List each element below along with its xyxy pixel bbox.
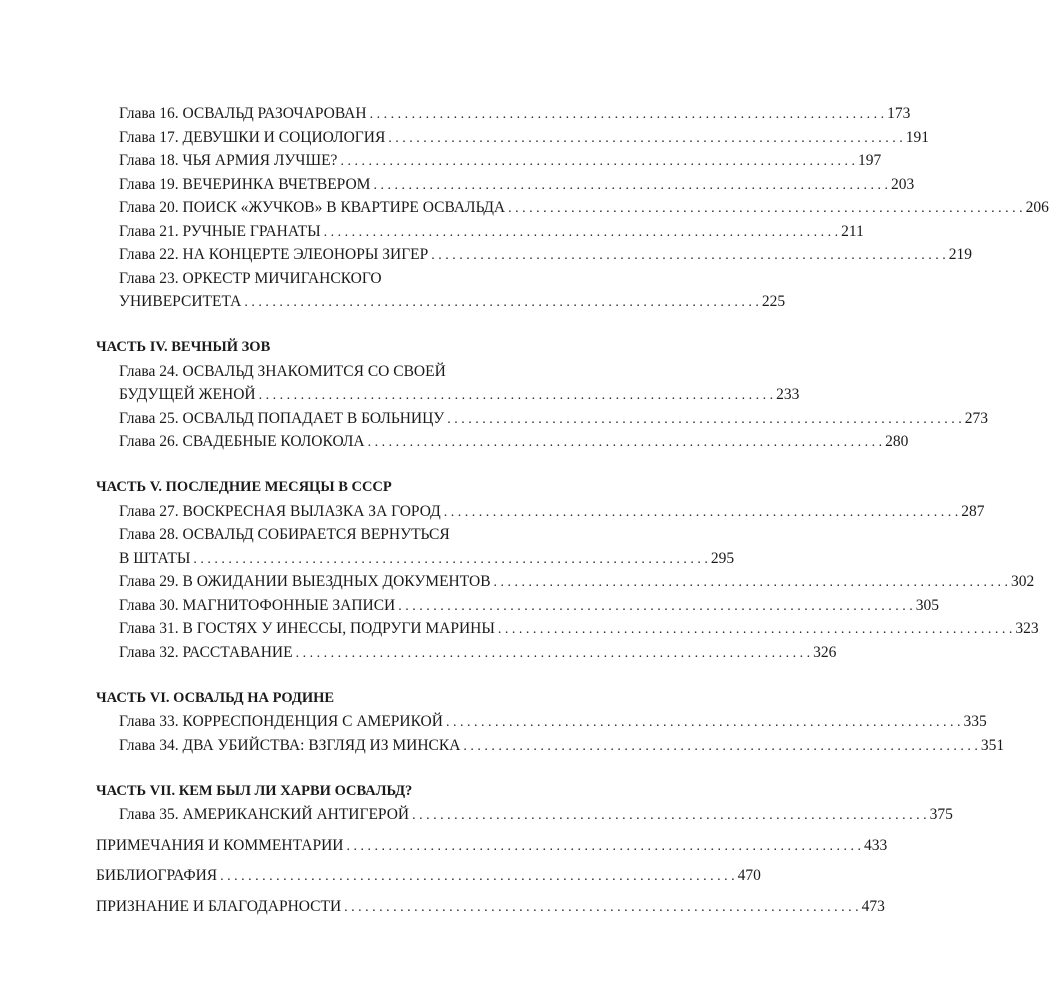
toc-entry-title: Глава 20. ПОИСК «ЖУЧКОВ» В КВАРТИРЕ ОСВАЛЬДА: [119, 199, 506, 216]
toc-entry-page: 273: [964, 409, 989, 427]
toc-entry-chapter-19: [96, 173, 915, 197]
toc-entry-bibliography: [96, 864, 761, 888]
toc-entry-chapter-33: [96, 710, 987, 734]
toc-entry-title: Глава 21. РУЧНЫЕ ГРАНАТЫ: [119, 222, 321, 240]
toc-entry-chapter-28-line1: Глава 28. ОСВАЛЬД СОБИРАЕТСЯ ВЕРНУТЬСЯ: [119, 526, 450, 543]
toc-entry-page: 211: [841, 222, 864, 240]
toc-entry-title: Глава 32. РАССТАВАНИЕ: [119, 643, 293, 661]
toc-entry-page: 351: [980, 736, 1005, 754]
dot-leader: [220, 865, 735, 889]
toc-entry-title: Глава 29. В ОЖИДАНИИ ВЫЕЗДНЫХ ДОКУМЕНТОВ: [119, 573, 491, 590]
dot-leader: [388, 127, 903, 151]
dot-leader: [373, 174, 888, 198]
dot-leader: [244, 291, 759, 315]
toc-entry-page: 302: [1011, 573, 1035, 590]
dot-leader: [431, 244, 946, 268]
toc-entry-page: 287: [961, 502, 985, 520]
toc-entry-page: 473: [861, 897, 885, 915]
toc-entry-chapter-31: [96, 617, 1039, 641]
toc-entry-chapter-17: [96, 126, 930, 150]
toc-entry-notes: [96, 834, 888, 858]
toc-entry-chapter-29: [96, 570, 1035, 594]
toc-entry-title: ПРИМЕЧАНИЯ И КОММЕНТАРИИ: [96, 836, 344, 854]
toc-entry-title: Глава 35. АМЕРИКАНСКИЙ АНТИГЕРОЙ: [119, 806, 410, 823]
toc-entry-chapter-22: [96, 243, 973, 267]
toc-entry-title: ПРИЗНАНИЕ И БЛАГОДАРНОСТИ: [96, 897, 342, 915]
toc-entry-acknowledgements: [96, 895, 885, 919]
dot-leader: [344, 896, 859, 920]
dot-leader: [398, 595, 913, 619]
toc-entry-chapter-16: [96, 102, 911, 126]
toc-entry-title: БИБЛИОГРАФИЯ: [96, 867, 218, 884]
toc-entry-chapter-27: [96, 500, 985, 524]
toc-entry-chapter-20: [96, 196, 1049, 220]
toc-entry-chapter-24: [96, 383, 800, 407]
toc-entry-page: 335: [963, 713, 987, 730]
dot-leader: [193, 548, 708, 572]
toc-entry-chapter-23: [96, 290, 786, 314]
toc-entry-title: Глава 16. ОСВАЛЬД РАЗОЧАРОВАН: [119, 105, 367, 122]
dot-leader: [447, 408, 962, 432]
toc-entry-page: 470: [737, 867, 761, 884]
toc-entry-chapter-30: [96, 594, 940, 618]
toc-entry-page: 305: [915, 596, 940, 614]
toc-entry-chapter-21: [96, 220, 864, 244]
toc-entry-page: 295: [710, 549, 735, 567]
dot-leader: [508, 197, 1023, 221]
toc-entry-page: 433: [863, 836, 888, 854]
part-heading-5: ЧАСТЬ V. ПОСЛЕДНИЕ МЕСЯЦЫ В СССР: [96, 479, 392, 495]
toc-entry-chapter-34: [96, 734, 1005, 758]
dot-leader: [370, 103, 885, 127]
toc-entry-page: 375: [929, 806, 953, 823]
dot-leader: [259, 384, 774, 408]
toc-entry-chapter-28: [96, 547, 735, 571]
toc-entry-title: Глава 31. В ГОСТЯХ У ИНЕССЫ, ПОДРУГИ МАРИНЫ: [119, 620, 495, 637]
toc-entry-chapter-18: [96, 149, 882, 173]
toc-entry-title: Глава 25. ОСВАЛЬД ПОПАДАЕТ В БОЛЬНИЦУ: [119, 409, 445, 427]
part-heading-7: ЧАСТЬ VII. КЕМ БЫЛ ЛИ ХАРВИ ОСВАЛЬД?: [96, 782, 413, 799]
toc-entry-chapter-23-line1: Глава 23. ОРКЕСТР МИЧИГАНСКОГО: [119, 269, 382, 287]
toc-entry-page: 219: [948, 246, 973, 263]
toc-entry-title: Глава 17. ДЕВУШКИ И СОЦИОЛОГИЯ: [119, 128, 386, 146]
dot-leader: [324, 221, 839, 245]
dot-leader: [444, 501, 959, 525]
toc-entry-chapter-32: [96, 641, 837, 665]
table-of-contents: [96, 102, 1049, 918]
toc-entry-chapter-25: [96, 407, 989, 431]
toc-entry-title: Глава 18. ЧЬЯ АРМИЯ ЛУЧШЕ?: [119, 152, 338, 169]
toc-entry-page: 203: [890, 175, 915, 193]
toc-entry-page: 173: [887, 105, 911, 122]
toc-entry-title: Глава 19. ВЕЧЕРИНКА ВЧЕТВЕРОМ: [119, 175, 371, 193]
part-heading-4: ЧАСТЬ IV. ВЕЧНЫЙ ЗОВ: [96, 339, 271, 355]
dot-leader: [446, 711, 961, 735]
toc-entry-title: БУДУЩЕЙ ЖЕНОЙ: [119, 386, 256, 403]
toc-entry-chapter-24-line1: Глава 24. ОСВАЛЬД ЗНАКОМИТСЯ СО СВОЕЙ: [119, 362, 446, 380]
toc-entry-page: 197: [857, 152, 882, 169]
dot-leader: [494, 571, 1009, 595]
toc-entry-title: В ШТАТЫ: [119, 549, 191, 567]
toc-entry-page: 225: [761, 293, 786, 310]
toc-entry-page: 206: [1025, 199, 1049, 216]
toc-entry-title: Глава 27. ВОСКРЕСНАЯ ВЫЛАЗКА ЗА ГОРОД: [119, 502, 441, 520]
dot-leader: [463, 735, 978, 759]
dot-leader: [498, 618, 1013, 642]
dot-leader: [368, 431, 883, 455]
toc-entry-page: 323: [1015, 620, 1039, 637]
toc-entry-title: Глава 22. НА КОНЦЕРТЕ ЭЛЕОНОРЫ ЗИГЕР: [119, 246, 429, 263]
toc-entry-page: 233: [776, 386, 800, 403]
part-heading-6: ЧАСТЬ VI. ОСВАЛЬД НА РОДИНЕ: [96, 689, 335, 706]
toc-entry-chapter-26: [96, 430, 909, 454]
toc-entry-title: УНИВЕРСИТЕТА: [119, 293, 242, 310]
toc-entry-chapter-35: [96, 803, 953, 827]
dot-leader: [340, 150, 855, 174]
toc-entry-title: Глава 26. СВАДЕБНЫЕ КОЛОКОЛА: [119, 433, 365, 450]
toc-entry-title: Глава 30. МАГНИТОФОННЫЕ ЗАПИСИ: [119, 596, 396, 614]
toc-entry-page: 191: [905, 128, 930, 146]
dot-leader: [346, 835, 861, 859]
toc-entry-title: Глава 33. КОРРЕСПОНДЕНЦИЯ С АМЕРИКОЙ: [119, 713, 443, 730]
toc-entry-page: 326: [813, 643, 837, 661]
toc-entry-page: 280: [885, 433, 909, 450]
toc-entry-title: Глава 34. ДВА УБИЙСТВА: ВЗГЛЯД ИЗ МИНСКА: [119, 736, 461, 754]
dot-leader: [412, 804, 927, 828]
dot-leader: [296, 642, 811, 666]
